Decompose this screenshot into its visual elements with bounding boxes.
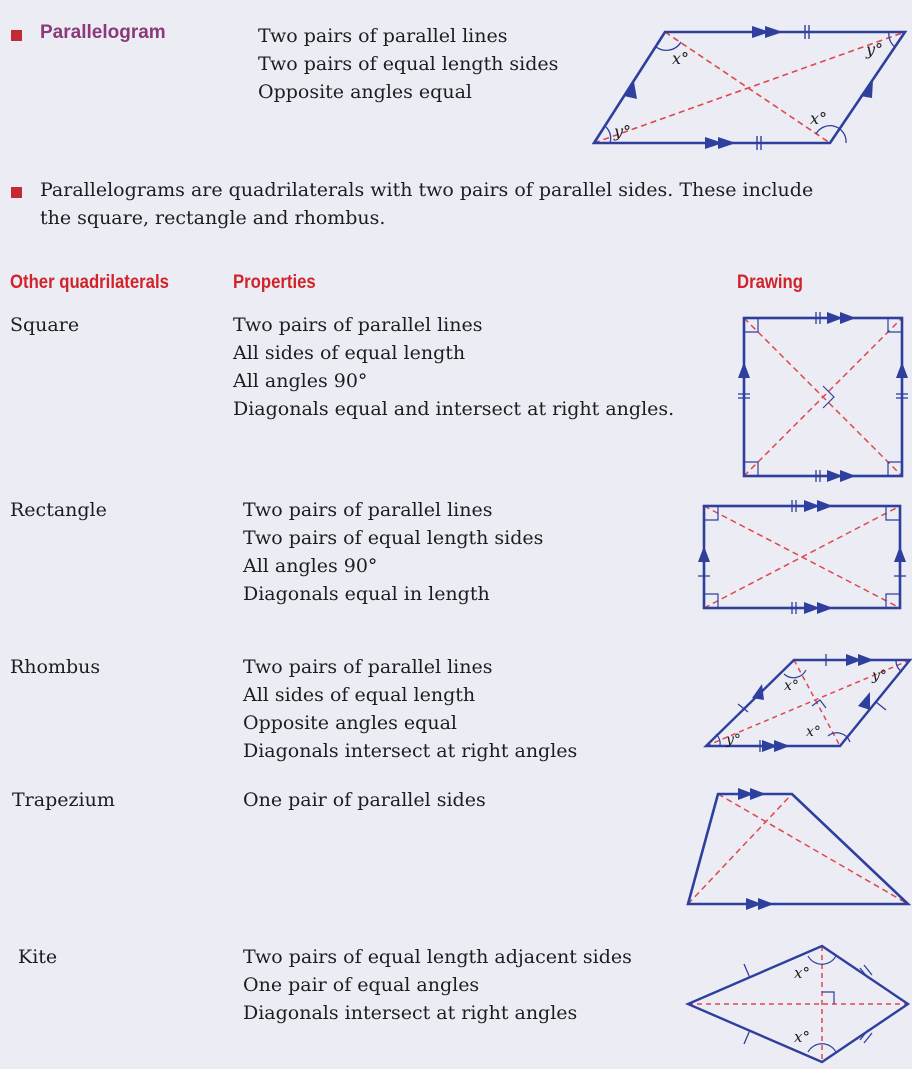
bullet-square (11, 187, 22, 198)
angle-label-x: x° (784, 678, 799, 694)
angle-label-x: x° (794, 1028, 810, 1046)
angle-label-x: x° (672, 49, 690, 68)
angle-label-x: x° (806, 724, 821, 740)
property-line: Two pairs of parallel lines (243, 656, 493, 678)
trapezium-drawing (686, 790, 910, 910)
shape-name-rectangle: Rectangle (10, 499, 107, 521)
parallelogram-note (40, 176, 900, 232)
header-drawing: Drawing (737, 272, 803, 293)
rhombus-properties (243, 653, 577, 765)
property-line: Two pairs of equal length sides (243, 527, 544, 549)
angle-label-y: y° (872, 668, 887, 684)
property-line: Two pairs of equal length sides (258, 53, 559, 75)
rhombus-drawing (700, 654, 912, 754)
angle-label-x: x° (810, 109, 828, 128)
property-line: Diagonals equal and intersect at right angles. (233, 398, 675, 420)
property-line: Opposite angles equal (243, 712, 457, 734)
rectangle-properties (243, 496, 543, 608)
shape-name-kite: Kite (18, 946, 58, 968)
angle-label-y: y° (614, 122, 632, 141)
property-line: Diagonals intersect at right angles (243, 1002, 578, 1024)
kite-properties (243, 943, 632, 1027)
property-line: All angles 90° (243, 555, 378, 577)
property-line: Two pairs of equal length adjacent sides (243, 946, 632, 968)
property-line: Two pairs of parallel lines (233, 314, 483, 336)
square-properties (233, 311, 674, 423)
square-drawing (740, 312, 910, 482)
property-line: One pair of equal angles (243, 974, 480, 996)
property-line: Two pairs of parallel lines (258, 25, 508, 47)
angle-label-y: y° (866, 40, 884, 59)
property-line: Diagonals equal in length (243, 583, 490, 605)
kite-drawing (686, 942, 912, 1068)
angle-label-y: y° (726, 732, 741, 748)
header-other-quadrilaterals: Other quadrilaterals (10, 272, 169, 293)
property-line: All sides of equal length (233, 342, 466, 364)
property-line: Diagonals intersect at right angles (243, 740, 578, 762)
property-line: All sides of equal length (243, 684, 476, 706)
property-line: One pair of parallel sides (243, 789, 486, 811)
shape-name-square: Square (10, 314, 80, 336)
rectangle-drawing (700, 500, 910, 620)
property-line: All angles 90° (233, 370, 368, 392)
shape-name-rhombus: Rhombus (10, 656, 101, 678)
note-line: the square, rectangle and rhombus. (40, 207, 386, 229)
shape-name-trapezium: Trapezium (12, 789, 115, 811)
angle-label-x: x° (794, 964, 810, 982)
note-line: Parallelograms are quadrilaterals with two pairs of parallel sides. These include (40, 179, 814, 201)
trapezium-properties (243, 786, 486, 814)
property-line: Two pairs of parallel lines (243, 499, 493, 521)
parallelogram-title: Parallelogram (40, 22, 166, 43)
parallelogram-drawing (0, 0, 912, 170)
property-line: Opposite angles equal (258, 81, 472, 103)
header-properties: Properties (233, 272, 316, 293)
